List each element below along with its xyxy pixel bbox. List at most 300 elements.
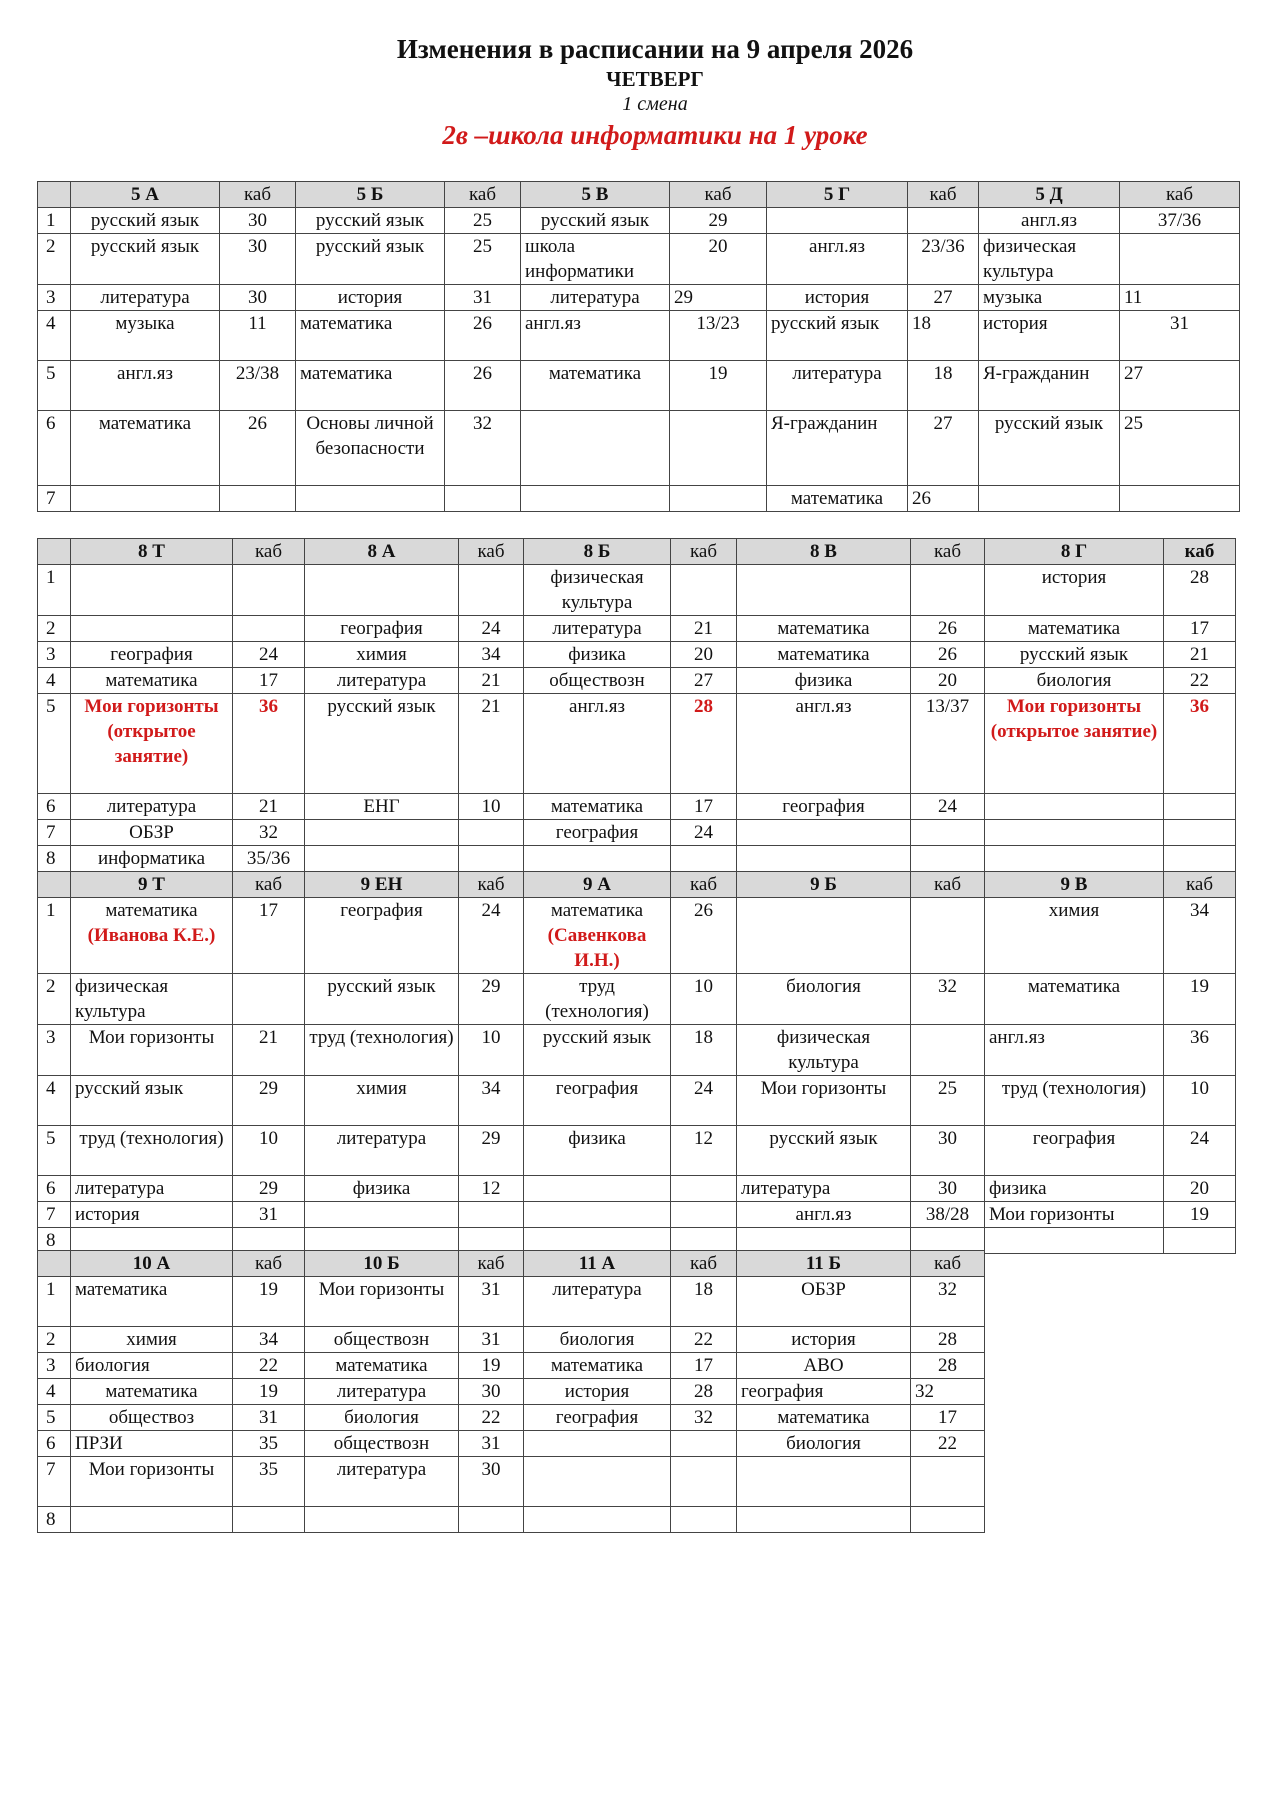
room-cell: 35/36: [233, 846, 305, 872]
room-cell: 30: [459, 1379, 524, 1405]
subject-cell: [305, 565, 459, 616]
room-cell: 25: [445, 234, 521, 285]
subject-cell: математика: [71, 1277, 233, 1327]
header-cell: 8 Б: [524, 539, 671, 565]
subject-cell: русский язык: [979, 411, 1120, 486]
subject-cell: школа информатики: [521, 234, 670, 285]
subject-cell: русский язык: [71, 234, 220, 285]
room-cell: 21: [459, 694, 524, 794]
subject-cell: русский язык: [521, 208, 670, 234]
lesson-number: 5: [38, 694, 71, 794]
room-cell: 30: [911, 1176, 985, 1202]
room-cell: [908, 208, 979, 234]
subject-cell: математика: [305, 1353, 459, 1379]
table-row: [38, 1202, 1236, 1228]
subject-cell: химия: [985, 898, 1164, 974]
header-row: [38, 182, 1240, 208]
room-cell: [459, 820, 524, 846]
header-cell: каб: [459, 1251, 524, 1277]
subject-cell: литература: [737, 1176, 911, 1202]
subject-cell: [71, 1507, 233, 1533]
room-cell: 30: [459, 1457, 524, 1507]
room-cell: [911, 1507, 985, 1533]
header-cell: каб: [233, 1251, 305, 1277]
room-cell: 24: [911, 794, 985, 820]
subject-cell: русский язык: [305, 694, 459, 794]
subject-cell: [524, 1431, 671, 1457]
subject-cell: Мои горизонты: [985, 1202, 1164, 1228]
subject-cell: физическая культура: [524, 565, 671, 616]
table-row: [38, 1176, 1236, 1202]
room-cell: 17: [671, 794, 737, 820]
subject-cell: физика: [737, 668, 911, 694]
room-cell: 26: [220, 411, 296, 486]
room-cell: 28: [911, 1327, 985, 1353]
room-cell: 31: [459, 1431, 524, 1457]
lesson-number: 1: [38, 565, 71, 616]
lesson-number: 7: [38, 486, 71, 512]
room-cell: 28: [671, 1379, 737, 1405]
subject-cell: история: [737, 1327, 911, 1353]
subject-cell: обществоз: [71, 1405, 233, 1431]
subject-cell: [521, 411, 670, 486]
header-cell: каб: [1164, 872, 1236, 898]
subject-cell: Мои горизонты: [71, 1025, 233, 1076]
teacher-name: (Савенкова И.Н.): [547, 925, 647, 971]
subject-cell: [737, 1507, 911, 1533]
subject-cell: англ.яз: [985, 1025, 1164, 1076]
subject-cell: география: [737, 794, 911, 820]
room-cell: 26: [911, 642, 985, 668]
subject-cell: биология: [737, 1431, 911, 1457]
table-row: [38, 1327, 985, 1353]
subject-cell: история: [296, 285, 445, 311]
subject-cell: география: [737, 1379, 911, 1405]
lesson-number: 7: [38, 1202, 71, 1228]
room-cell: 21: [459, 668, 524, 694]
room-cell: 19: [670, 361, 767, 411]
room-cell: [459, 1507, 524, 1533]
header-cell: каб: [233, 539, 305, 565]
table-row: [38, 1379, 985, 1405]
subject-cell: география: [305, 616, 459, 642]
table-row: [38, 361, 1240, 411]
header-cell: каб: [911, 872, 985, 898]
header-cell: каб: [220, 182, 296, 208]
room-cell: 17: [911, 1405, 985, 1431]
room-cell: [459, 1202, 524, 1228]
lesson-number: 2: [38, 974, 71, 1025]
room-cell: 34: [459, 1076, 524, 1126]
subject-cell: англ.яз: [737, 1202, 911, 1228]
room-cell: [459, 565, 524, 616]
subject-cell: АВО: [737, 1353, 911, 1379]
header-cell: 9 А: [524, 872, 671, 898]
room-cell: 35: [233, 1431, 305, 1457]
lesson-number: 6: [38, 794, 71, 820]
subject-cell: [71, 486, 220, 512]
subject-cell: [524, 1457, 671, 1507]
subject-cell: математика: [737, 616, 911, 642]
subject-cell: математика: [985, 974, 1164, 1025]
room-cell: [671, 565, 737, 616]
subject-cell: [737, 565, 911, 616]
subject-cell: [305, 1507, 459, 1533]
room-cell: 38/28: [911, 1202, 985, 1228]
room-cell: 34: [459, 642, 524, 668]
subject-cell: [737, 898, 911, 974]
lesson-number: 3: [38, 285, 71, 311]
room-cell: [233, 616, 305, 642]
subject-cell: литература: [305, 1457, 459, 1507]
table-row: [38, 820, 1236, 846]
room-cell: 31: [1120, 311, 1240, 361]
subject-cell: Мои горизонты: [71, 1457, 233, 1507]
subject-cell: [524, 1202, 671, 1228]
subject-cell: русский язык: [296, 208, 445, 234]
room-cell: 10: [233, 1126, 305, 1176]
subject-cell: Я-гражданин: [979, 361, 1120, 411]
subject-cell: ЕНГ: [305, 794, 459, 820]
subject-cell: [767, 208, 908, 234]
document-header: [0, 32, 1280, 154]
subject-cell: математика: [524, 794, 671, 820]
subject-cell: ОБЗР: [71, 820, 233, 846]
header-cell: 11 Б: [737, 1251, 911, 1277]
room-cell: [911, 820, 985, 846]
subject-cell: англ.яз: [737, 694, 911, 794]
room-cell: 32: [671, 1405, 737, 1431]
subject-cell: химия: [71, 1327, 233, 1353]
subject-cell: Мои горизонты: [305, 1277, 459, 1327]
subject-cell: [71, 565, 233, 616]
header-cell: 8 В: [737, 539, 911, 565]
subject-cell: литература: [305, 668, 459, 694]
subject-cell: математика: [985, 616, 1164, 642]
subject-cell: [524, 1507, 671, 1533]
table-row: [38, 668, 1236, 694]
lesson-number: 8: [38, 1228, 71, 1254]
lesson-number: 3: [38, 1353, 71, 1379]
lesson-number: 8: [38, 846, 71, 872]
subject-cell: [524, 898, 671, 974]
table-row: [38, 1457, 985, 1507]
room-cell: 19: [1164, 974, 1236, 1025]
room-cell: 32: [445, 411, 521, 486]
room-cell: 31: [233, 1202, 305, 1228]
table-row: [38, 898, 1236, 974]
room-cell: 19: [233, 1379, 305, 1405]
table-row: [38, 1507, 985, 1533]
teacher-name: (Иванова К.Е.): [87, 925, 216, 946]
lesson-number: 6: [38, 1176, 71, 1202]
subject-cell: история: [71, 1202, 233, 1228]
table-row: [38, 1277, 985, 1327]
room-cell: 26: [671, 898, 737, 974]
subject-cell: биология: [524, 1327, 671, 1353]
room-cell: 26: [445, 311, 521, 361]
room-cell: 27: [908, 411, 979, 486]
room-cell: 17: [671, 1353, 737, 1379]
room-cell: 11: [220, 311, 296, 361]
lesson-number: 4: [38, 668, 71, 694]
header-cell: 10 Б: [305, 1251, 459, 1277]
room-cell: [1164, 794, 1236, 820]
room-cell: 27: [671, 668, 737, 694]
subject-cell: математика: [521, 361, 670, 411]
room-cell: 22: [911, 1431, 985, 1457]
subject-cell: история: [767, 285, 908, 311]
header-cell: каб: [911, 539, 985, 565]
room-cell: 27: [908, 285, 979, 311]
room-cell: [911, 898, 985, 974]
subject-text: математика: [105, 900, 198, 921]
subject-cell: [737, 846, 911, 872]
room-cell: 20: [1164, 1176, 1236, 1202]
subject-cell: география: [71, 642, 233, 668]
subject-cell: история: [985, 565, 1164, 616]
room-cell: 25: [1120, 411, 1240, 486]
table-row: [38, 1353, 985, 1379]
room-cell: [671, 846, 737, 872]
room-cell: [911, 1457, 985, 1507]
room-cell: 28: [671, 694, 737, 794]
header-cell: 5 Д: [979, 182, 1120, 208]
subject-cell: биология: [737, 974, 911, 1025]
room-cell: 29: [670, 285, 767, 311]
subject-cell: химия: [305, 1076, 459, 1126]
room-cell: [233, 565, 305, 616]
room-cell: 29: [233, 1176, 305, 1202]
subject-cell: литература: [71, 794, 233, 820]
subject-cell: биология: [71, 1353, 233, 1379]
header-cell: 10 А: [71, 1251, 233, 1277]
header-cell: [38, 182, 71, 208]
room-cell: 32: [911, 1277, 985, 1327]
header-cell: каб: [671, 539, 737, 565]
room-cell: [1120, 234, 1240, 285]
room-cell: 19: [1164, 1202, 1236, 1228]
header-cell: 9 Т: [71, 872, 233, 898]
room-cell: 18: [671, 1277, 737, 1327]
room-cell: 29: [459, 974, 524, 1025]
room-cell: 32: [233, 820, 305, 846]
room-cell: [671, 1507, 737, 1533]
subject-cell: биология: [305, 1405, 459, 1431]
table-row: [38, 311, 1240, 361]
room-cell: [1164, 846, 1236, 872]
room-cell: 17: [233, 668, 305, 694]
subject-cell: химия: [305, 642, 459, 668]
header-row: [38, 539, 1236, 565]
room-cell: [671, 1457, 737, 1507]
subject-cell: [985, 1228, 1164, 1254]
subject-cell: математика: [296, 361, 445, 411]
subject-cell: труд (технология): [305, 1025, 459, 1076]
room-cell: [220, 486, 296, 512]
subject-cell: Основы личной безопасности: [296, 411, 445, 486]
room-cell: 30: [220, 285, 296, 311]
room-cell: 24: [233, 642, 305, 668]
room-cell: [671, 1176, 737, 1202]
subject-cell: [524, 846, 671, 872]
header-cell: [38, 1251, 71, 1277]
subject-cell: ПРЗИ: [71, 1431, 233, 1457]
room-cell: 18: [671, 1025, 737, 1076]
lesson-number: 5: [38, 1126, 71, 1176]
lesson-number: 1: [38, 898, 71, 974]
subject-cell: литература: [524, 1277, 671, 1327]
room-cell: 31: [445, 285, 521, 311]
subject-cell: русский язык: [767, 311, 908, 361]
subject-cell: [985, 846, 1164, 872]
subject-cell: русский язык: [71, 208, 220, 234]
room-cell: 36: [233, 694, 305, 794]
table-row: [38, 1126, 1236, 1176]
lesson-number: 2: [38, 234, 71, 285]
subject-cell: география: [524, 1405, 671, 1431]
header-cell: каб: [908, 182, 979, 208]
room-cell: [670, 486, 767, 512]
subject-cell: русский язык: [71, 1076, 233, 1126]
subject-cell: русский язык: [524, 1025, 671, 1076]
header-cell: [38, 539, 71, 565]
room-cell: [671, 1431, 737, 1457]
subject-cell: литература: [305, 1379, 459, 1405]
subject-cell: физика: [524, 642, 671, 668]
room-cell: 21: [233, 794, 305, 820]
header-cell: 8 Т: [71, 539, 233, 565]
lesson-number: 2: [38, 616, 71, 642]
room-cell: 26: [908, 486, 979, 512]
room-cell: 31: [459, 1277, 524, 1327]
room-cell: [1164, 1228, 1236, 1254]
subject-cell: физика: [524, 1126, 671, 1176]
room-cell: 18: [908, 311, 979, 361]
room-cell: 34: [1164, 898, 1236, 974]
subject-cell: [737, 1457, 911, 1507]
subject-cell: [979, 486, 1120, 512]
subject-cell: история: [979, 311, 1120, 361]
subject-cell: математика: [524, 1353, 671, 1379]
schedule-table-grades-8-9: [37, 538, 1236, 1254]
subject-cell: [305, 1202, 459, 1228]
room-cell: 13/37: [911, 694, 985, 794]
room-cell: 11: [1120, 285, 1240, 311]
subject-cell: музыка: [71, 311, 220, 361]
room-cell: 24: [459, 898, 524, 974]
subject-cell: биология: [985, 668, 1164, 694]
header-cell: 11 А: [524, 1251, 671, 1277]
table-row: [38, 565, 1236, 616]
header-cell: каб: [1120, 182, 1240, 208]
room-cell: 35: [233, 1457, 305, 1507]
subject-cell: литература: [305, 1126, 459, 1176]
header-cell: 5 Б: [296, 182, 445, 208]
subject-cell: физика: [305, 1176, 459, 1202]
subject-cell: русский язык: [305, 974, 459, 1025]
subject-cell: труд (технология): [71, 1126, 233, 1176]
lesson-number: 8: [38, 1507, 71, 1533]
subject-cell: физическая культура: [71, 974, 233, 1025]
subject-cell: [737, 820, 911, 846]
room-cell: 18: [908, 361, 979, 411]
page-title: Изменения в расписании на 9 апреля 2026: [396, 34, 914, 64]
room-cell: 23/36: [908, 234, 979, 285]
subject-cell: русский язык: [296, 234, 445, 285]
header-cell: каб: [233, 872, 305, 898]
table-row: [38, 208, 1240, 234]
room-cell: 22: [233, 1353, 305, 1379]
room-cell: [445, 486, 521, 512]
subject-text: математика: [550, 900, 644, 921]
table-row: [38, 234, 1240, 285]
subject-cell: литература: [524, 616, 671, 642]
room-cell: [670, 411, 767, 486]
room-cell: 30: [220, 234, 296, 285]
room-cell: 36: [1164, 1025, 1236, 1076]
room-cell: 20: [671, 642, 737, 668]
table-row: [38, 486, 1240, 512]
room-cell: 20: [911, 668, 985, 694]
room-cell: 29: [670, 208, 767, 234]
header-cell: 9 Б: [737, 872, 911, 898]
room-cell: 29: [233, 1076, 305, 1126]
room-cell: 28: [911, 1353, 985, 1379]
shift: 1 смена: [622, 93, 688, 115]
room-cell: 37/36: [1120, 208, 1240, 234]
subject-cell: Я-гражданин: [767, 411, 908, 486]
table-row: [38, 794, 1236, 820]
subject-cell: математика: [71, 1379, 233, 1405]
lesson-number: 6: [38, 1431, 71, 1457]
room-cell: 26: [445, 361, 521, 411]
subject-cell: обществозн: [305, 1431, 459, 1457]
room-cell: 31: [233, 1405, 305, 1431]
header-cell: каб: [670, 182, 767, 208]
subject-cell: [521, 486, 670, 512]
room-cell: 12: [459, 1176, 524, 1202]
room-cell: 19: [459, 1353, 524, 1379]
header-cell: каб: [911, 1251, 985, 1277]
room-cell: 21: [233, 1025, 305, 1076]
subject-cell: труд (технология): [985, 1076, 1164, 1126]
subject-cell: англ.яз: [524, 694, 671, 794]
room-cell: 13/23: [670, 311, 767, 361]
subject-cell: литература: [71, 285, 220, 311]
header-cell: 5 В: [521, 182, 670, 208]
subject-cell: география: [524, 1076, 671, 1126]
lesson-number: 1: [38, 1277, 71, 1327]
header-row: [38, 1251, 985, 1277]
subject-cell: математика: [767, 486, 908, 512]
table-row: [38, 1431, 985, 1457]
open-lesson-cell: Мои горизонты (открытое занятие): [985, 694, 1164, 794]
header-cell: каб: [671, 1251, 737, 1277]
lesson-number: 2: [38, 1327, 71, 1353]
table-row: [38, 411, 1240, 486]
lesson-number: 4: [38, 1379, 71, 1405]
subject-cell: математика: [71, 668, 233, 694]
room-cell: 25: [445, 208, 521, 234]
room-cell: 19: [233, 1277, 305, 1327]
table-row: [38, 1025, 1236, 1076]
room-cell: [671, 1202, 737, 1228]
subject-cell: русский язык: [737, 1126, 911, 1176]
note: 2в –школа информатики на 1 уроке: [442, 120, 868, 150]
subject-cell: [305, 846, 459, 872]
room-cell: 23/38: [220, 361, 296, 411]
